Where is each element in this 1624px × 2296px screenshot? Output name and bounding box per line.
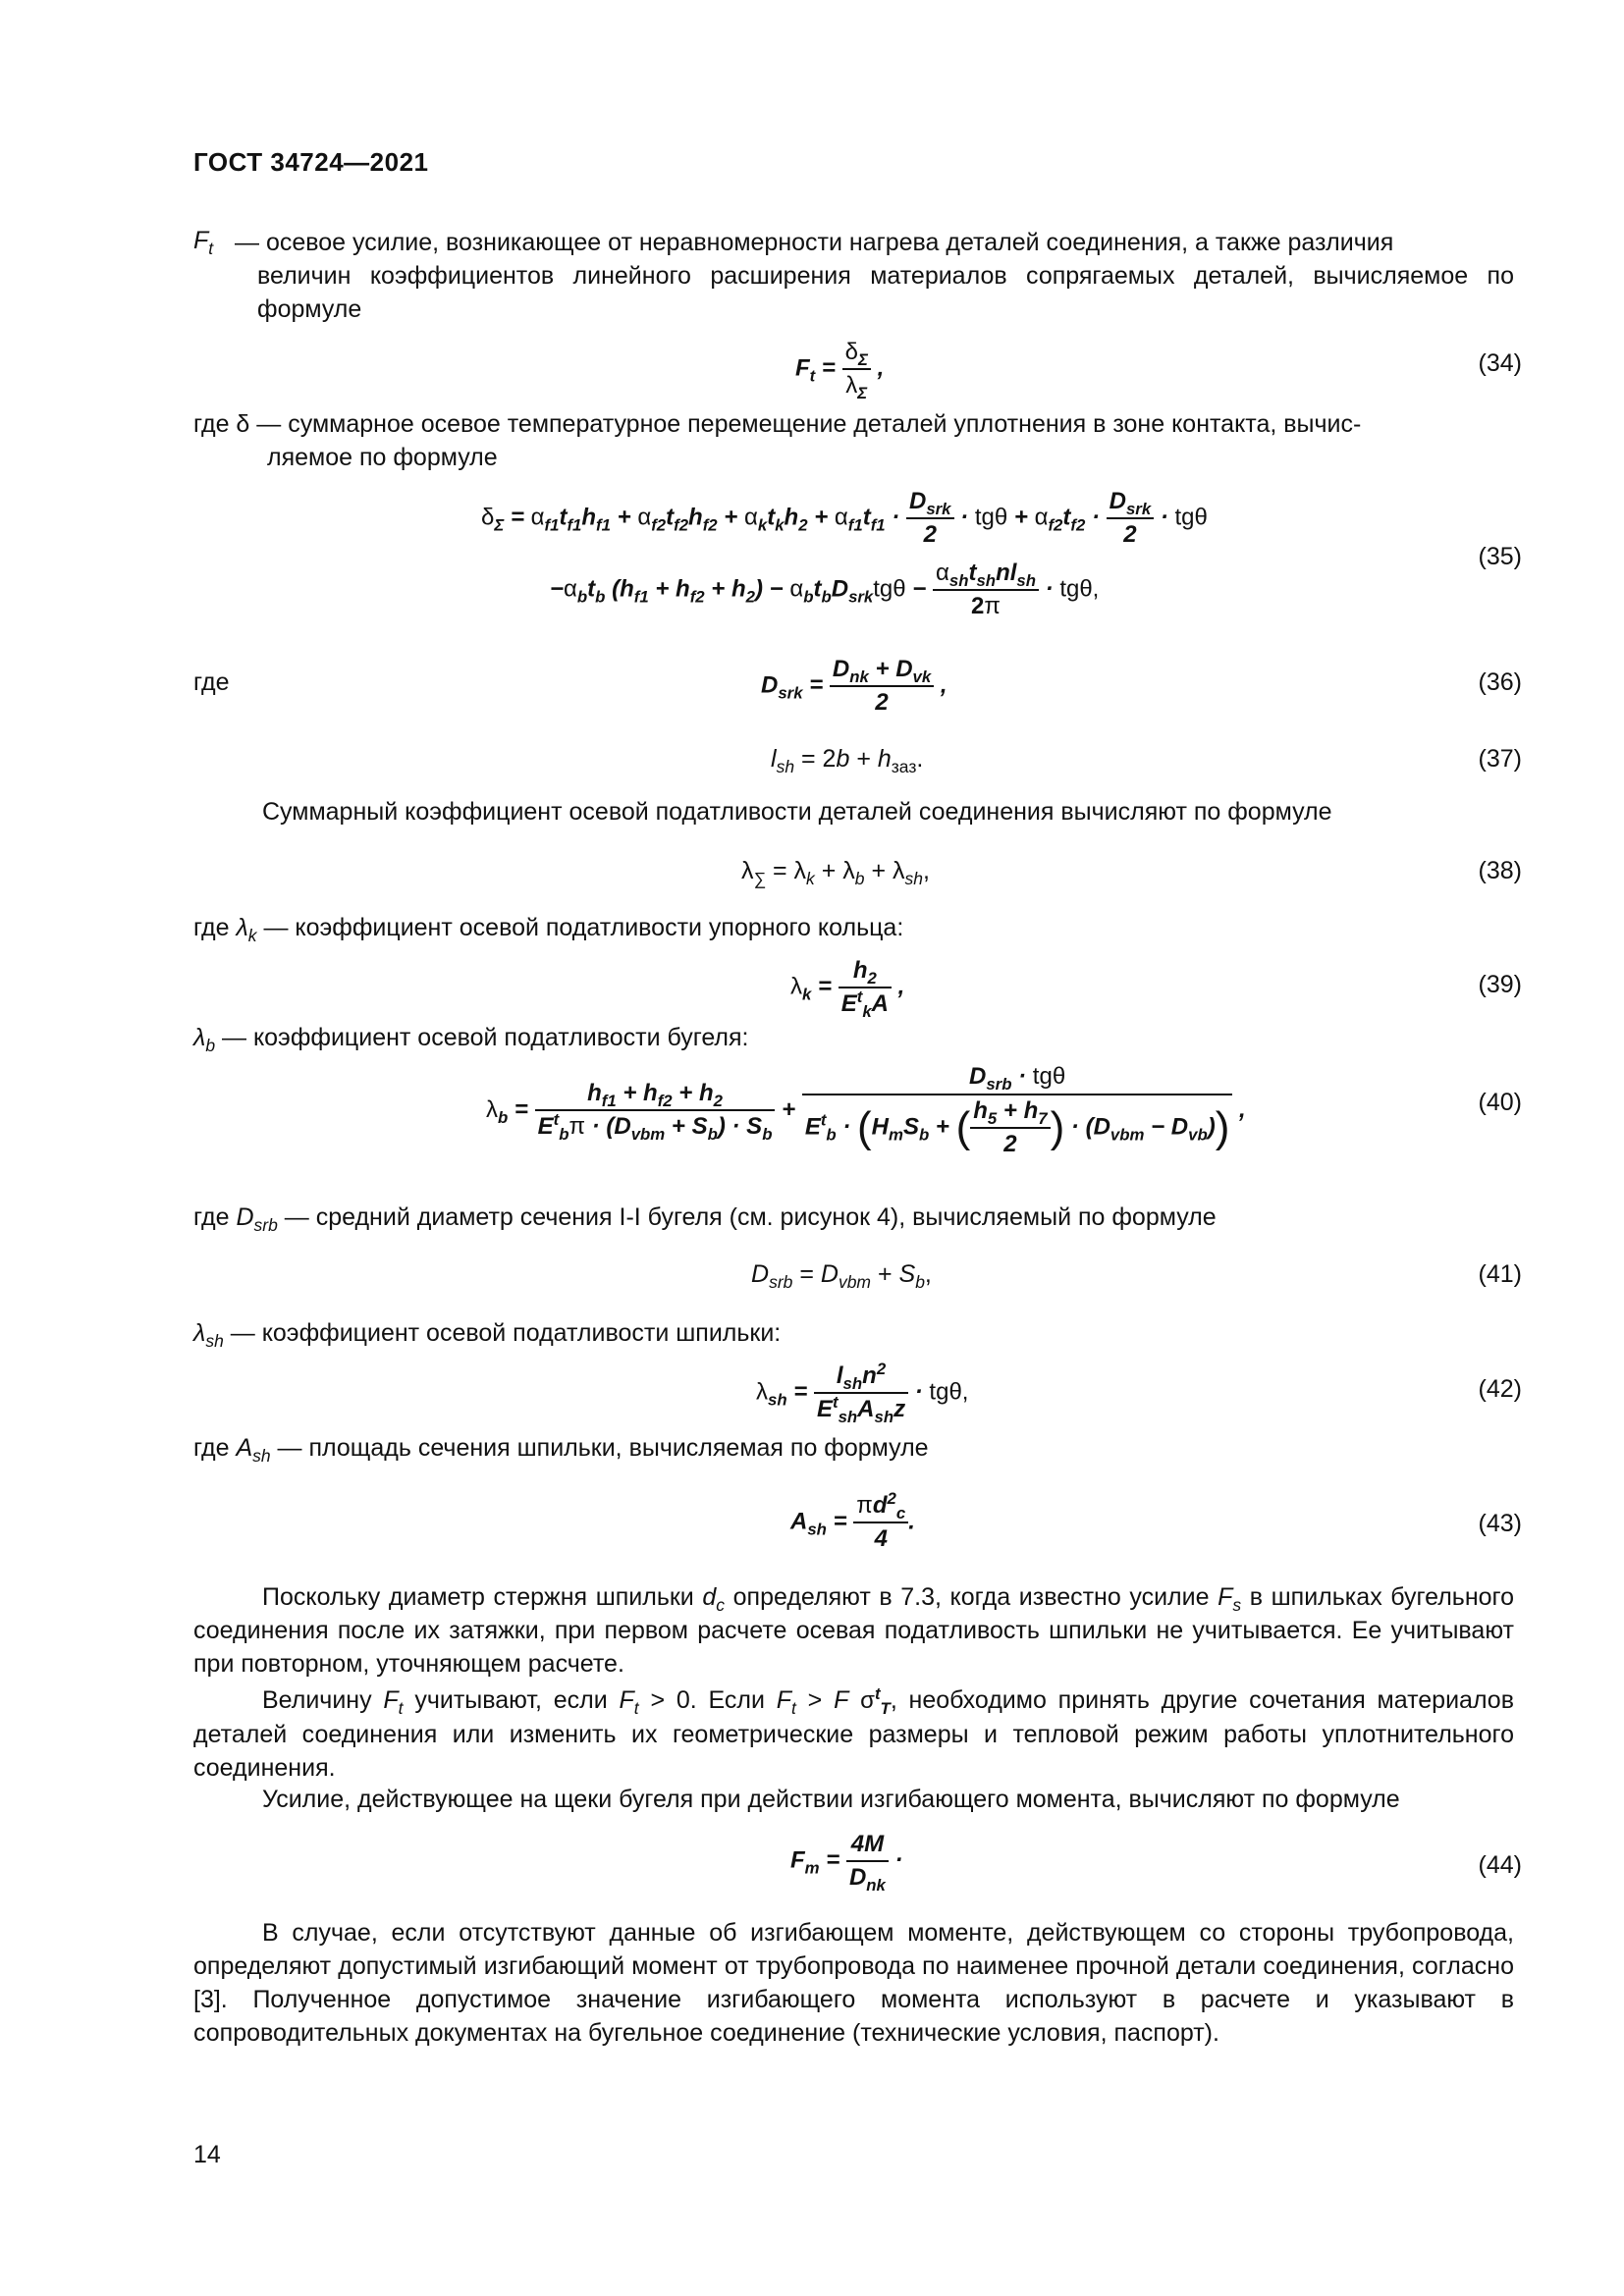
equation-40: $\lambda_b$ = $\frac{h_{f1} + h_{f2} + h_2}{E^t_b\pi \cdot (D_{vbm} + S_b) \cdot S_b}$ + $D_{srb} \cdot tg\theta$ $E^t_b \cdot (H_mS_b$ + ( $\frac{h_5 + h_7}{2}$ ) · $(D_{vbm} - D_{vb})$) , [486, 1063, 1246, 1157]
equation-number: (40) [1478, 1089, 1522, 1116]
equation-number: (37) [1478, 745, 1522, 773]
equation-35-line2: $-\alpha_bt_b$ $(h_{f1} + h_{f2} + h_2) - \alpha_bt_bD_{srk}tg\theta$ − $\frac{\alpha_{sh}t_{sh}nl_{sh}}{2\pi}$ · tgθ, [550, 560, 1100, 619]
definition-dsrb: где $D_{srb}$ — средний диаметр сечения I-I бугеля (см. рисунок 4), вычисляемый по формуле [193, 1203, 1217, 1235]
equation-number: (36) [1478, 668, 1522, 696]
equation-number: (35) [1478, 543, 1522, 570]
document-header: ГОСТ 34724—2021 [193, 147, 429, 177]
definition-lambda-sh: $\lambda_{sh}$ — коэффициент осевой податливости шпильки: [193, 1319, 782, 1351]
definition-delta: где δ — суммарное осевое температурное перемещение деталей уплотнения в зоне контакта, вычис- ляемое по формуле [193, 410, 1362, 471]
paragraph: Суммарный коэффициент осевой податливости деталей соединения вычисляют по формуле [262, 798, 1332, 826]
equation-36: $D_{srk}$ = $\frac{D_{nk} + D_{vk}}{2}$ , [761, 656, 947, 716]
definition-ash: где $A_{sh}$ — площадь сечения шпильки, вычисляемая по формуле [193, 1434, 929, 1466]
equation-42: $\lambda_{sh}$ = $\frac{l_{sh}n^2}{E^t_{sh}A_{sh}z}$ · tgθ, [756, 1360, 969, 1426]
equation-44: $F_m$ = $\frac{4M}{D_{nk}}$ · [790, 1831, 903, 1895]
definition-lambda-k: где $\lambda_k$ — коэффициент осевой податливости упорного кольца: [193, 914, 904, 945]
equation-number: (38) [1478, 857, 1522, 884]
equation-number: (39) [1478, 971, 1522, 998]
equation-number: (43) [1478, 1510, 1522, 1537]
equation-39: $\lambda_k$ = $\frac{h_2}{E^t_kA}$ , [790, 957, 905, 1021]
paragraph: В случае, если отсутствуют данные об изгибающем моменте, действующем со стороны трубопровода, определяют допустимый изгибающий момент от трубопровода по наименее прочной детали соединения, согласно [3]. Полученное допустимое значение изгибающего момента используют в расчете и указывают в сопроводительных документах на бугельное соединение (технические условия, паспорт). [193, 1919, 1514, 2047]
equation-number: (34) [1478, 349, 1522, 377]
paragraph: Усилие, действующее на щеки бугеля при действии изгибающего момента, вычисляют по формуле [262, 1786, 1400, 1813]
definition-lambda-b: $\lambda_b$ — коэффициент осевой податливости бугеля: [193, 1024, 749, 1055]
equation-35-line1: $\delta_\Sigma = \alpha_{f1}t_{f1}h_{f1} + \alpha_{f2}t_{f2}h_{f2} + \alpha_kt_kh_2 + \alpha_{f1}t_{f1}$ · $\frac{D_{srk}}{2}$ · $tg\theta + \alpha_{f2}t_{f2}$ · $\frac{D_{srk}}{2}$ · tgθ [481, 488, 1208, 548]
equation-34: $F_t$ = $\frac{\delta_\Sigma}{\lambda_\Sigma}$ , [795, 339, 885, 402]
page-number: 14 [193, 2141, 221, 2168]
equation-41: $D_{srb} = D_{vbm} + S_b$, [751, 1260, 932, 1292]
paragraph: Величину $F_t$ учитывают, если $F_t > 0$. Если $F_t > F$ $\sigma^t_T$, необходимо принять другие сочетания материалов деталей соединения или изменить их геометрические размеры и тепловой режим работы уплотнительного соединения. [193, 1684, 1514, 1782]
where-label: где [193, 668, 230, 696]
equation-37: $l_{sh} = 2b + h_{заз}$. [771, 745, 924, 776]
equation-43: $A_{sh}$ = $\frac{\pi d^2_c}{4}$ . [790, 1489, 915, 1552]
paragraph: Поскольку диаметр стержня шпильки $d_c$ определяют в 7.3, когда известно усилие $F_s$ в шпильках бугельного соединения после их затяжки, при первом расчете осевая податливость шпильки не учитывается. Ее учитывают при повторном, уточняющем расчете. [193, 1583, 1514, 1678]
equation-number: (44) [1478, 1851, 1522, 1879]
equation-number: (42) [1478, 1375, 1522, 1403]
equation-38: $\lambda_\sum = \lambda_k + \lambda_b + \lambda_{sh}$, [741, 857, 930, 888]
equation-number: (41) [1478, 1260, 1522, 1288]
